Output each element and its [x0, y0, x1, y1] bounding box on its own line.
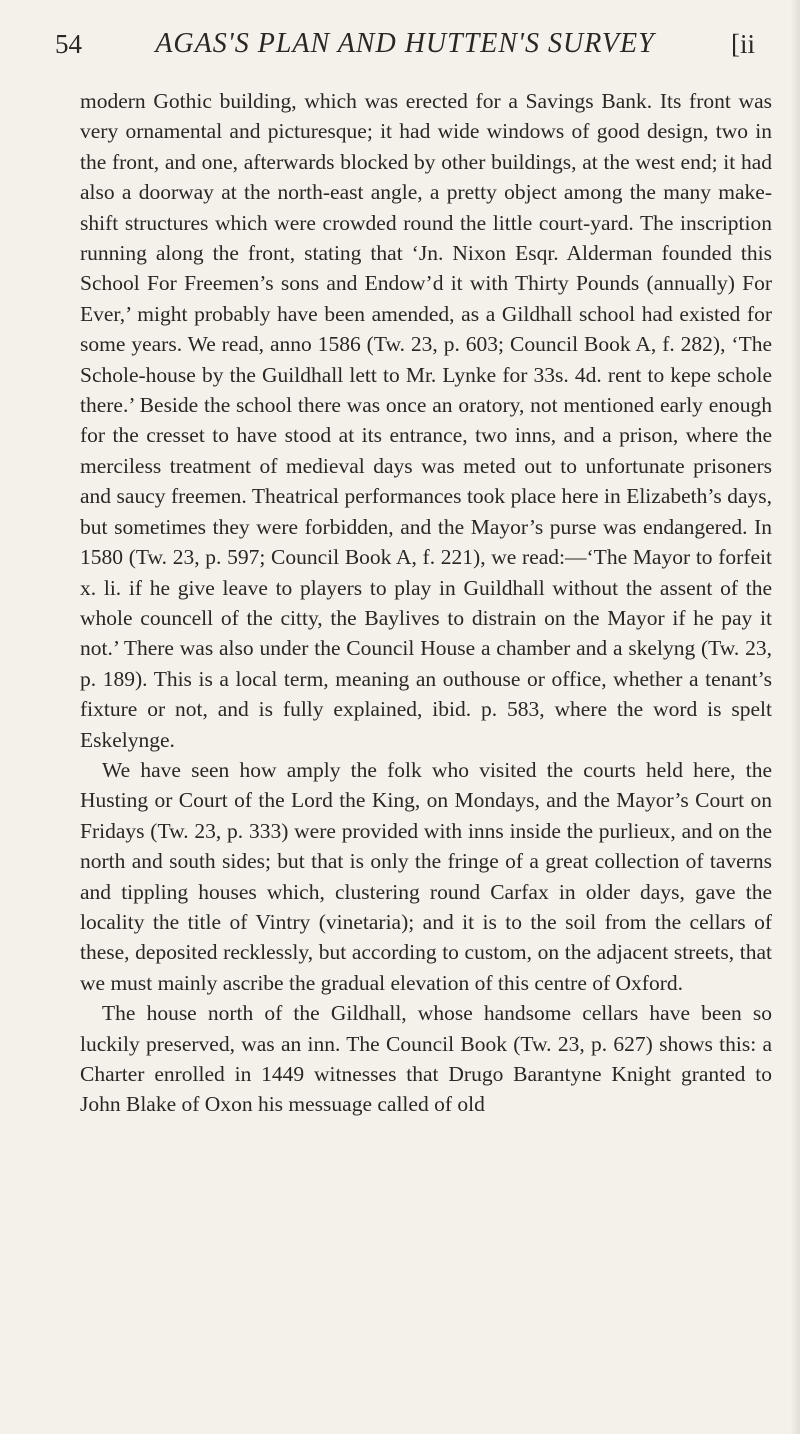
paragraph-1: modern Gothic building, which was erected for a Savings Bank. Its front was very ornamental and picturesque; it had wide windows of good design, two in the front, and one, afterwards blocked by other buildings, at the west end; it had also a doorway at the north-east angle, a pretty object among the many make-shift structures which were crowded round the little court-yard. The inscription running along the front, stating that ‘Jn. Nixon Esqr. Alderman founded this School For Freemen’s sons and Endow’d it with Thirty Pounds (annually) For Ever,’ might probably have been amended, as a Gildhall school had existed for some years. We read, anno 1586 (Tw. 23, p. 603; Council Book A, f. 282), ‘The Schole-house by the Guildhall lett to Mr. Lynke for 33s. 4d. rent to kepe schole there.’ Beside the school there was once an oratory, not mentioned early enough for the cresset to have stood at its entrance, two inns, and a prison, where the merciless treatment of medieval days was meted out to unfortunate prisoners and saucy freemen. Theatrical performances took place here in Elizabeth’s days, but sometimes they were forbidden, and the Mayor’s purse was endangered. In 1580 (Tw. 23, p. 597; Council Book A, f. 221), we read:—‘The Mayor to forfeit x. li. if he give leave to players to play in Guildhall without the assent of the whole councell of the citty, the Baylives to distrain on the Mayor if he pay it not.’ There was also under the Council House a chamber and a skelyng (Tw. 23, p. 189). This is a local term, meaning an outhouse or office, whether a tenant’s fixture or not, and is fully explained, ibid. p. 583, where the word is spelt Eskelynge.: [80, 89, 772, 752]
body-text: [80, 86, 772, 1120]
page-edge-shadow: [790, 0, 800, 1434]
page-header: [55, 26, 755, 66]
running-title: AGAS'S PLAN AND HUTTEN'S SURVEY: [155, 28, 655, 59]
paragraph-3: The house north of the Gildhall, whose handsome cellars have been so luckily preserved, was an inn. The Council Book (Tw. 23, p. 627) shows this: a Charter enrolled in 1449 witnesses that Drugo Barantyne Knight granted to John Blake of Oxon his messuage called of old: [80, 1001, 772, 1117]
part-mark: [ii: [731, 29, 755, 59]
paragraph-2: We have seen how amply the folk who visited the courts held here, the Husting or Court of the Lord the King, on Mondays, and the Mayor’s Court on Fridays (Tw. 23, p. 333) were provided with inns inside the purlieux, and on the north and south sides; but that is only the fringe of a great collection of taverns and tippling houses which, clustering round Carfax in older days, gave the locality the title of Vintry (vinetaria); and it is to the soil from the cellars of these, deposited recklessly, but according to custom, on the adjacent streets, that we must mainly ascribe the gradual elevation of this centre of Oxford.: [80, 757, 772, 995]
page-number: 54: [55, 29, 82, 59]
